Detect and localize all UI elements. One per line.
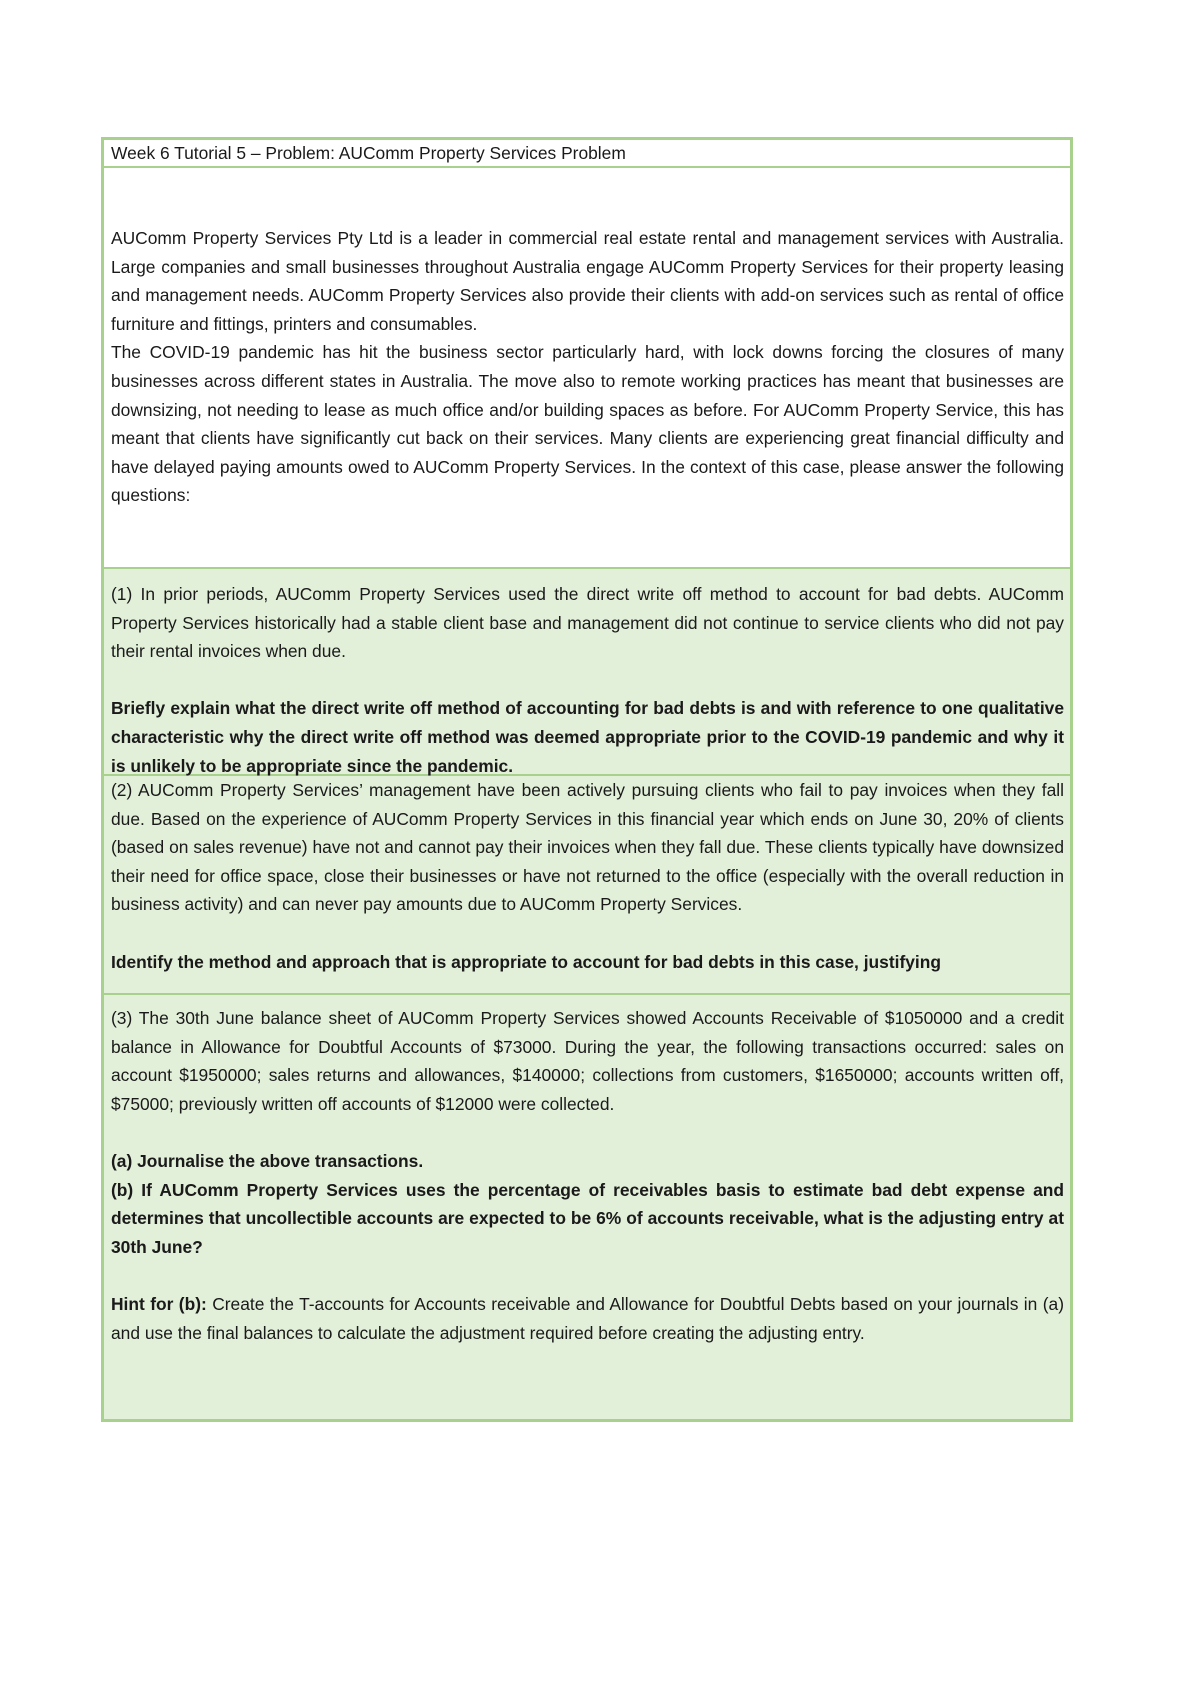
question-1-body: (1) In prior periods, AUComm Property Services used the direct write off method to account for bad debts. AUComm Property Services historically had a stable client base and management did not continue to service clients who did not pay their rental invoices when due. (111, 584, 1064, 662)
question-1-task: Briefly explain what the direct write off method of accounting for bad debts is and with reference to one qualitative characteristic why the direct write off method was deemed appropriate prior to the COVID-19 pandemic and why it is unlikely to be appropriate since the pandemic. (111, 698, 1064, 776)
intro-paragraph-2: The COVID-19 pandemic has hit the business sector particularly hard, with lock downs forcing the closures of many businesses across different states in Australia. The move also to remote working practices has meant that businesses are downsizing, not needing to lease as much office and/or building spaces as before. For AUComm Property Service, this has meant that clients have significantly cut back on their services. Many clients are experiencing great financial difficulty and have delayed paying amounts owed to AUComm Property Services. In the context of this case, please answer the following questions: (111, 342, 1064, 506)
tutorial-table (101, 137, 1073, 1422)
question-3-row (104, 995, 1070, 1419)
spacer (111, 1118, 1064, 1147)
question-1-row (104, 569, 1070, 776)
question-3-body: (3) The 30th June balance sheet of AUComm Property Services showed Accounts Receivable of $1050000 and a credit balance in Allowance for Doubtful Accounts of $73000. During the year, the following transactions occurred: sales on account $1950000; sales returns and allowances, $140000; collections from customers, $1650000; accounts written off, $75000; previously written off accounts of $12000 were collected. (111, 1008, 1064, 1114)
spacer (111, 919, 1064, 948)
hint-text: Create the T-accounts for Accounts receivable and Allowance for Doubtful Debts based on your journals in (a) and use the final balances to calculate the adjustment required before creating the adjusting entry. (111, 1293, 1064, 1343)
intro-paragraph-1: AUComm Property Services Pty Ltd is a leader in commercial real estate rental and management services with Australia. Large companies and small businesses throughout Australia engage AUComm Property Services for their property leasing and management needs. AUComm Property Services also provide their clients with add-on services such as rental of office furniture and fittings, printers and consumables. (111, 228, 1064, 334)
title-row (104, 140, 1070, 168)
question-2-row (104, 776, 1070, 995)
question-3-hint (111, 1290, 1064, 1347)
intro-row (104, 168, 1070, 569)
question-3-part-b: (b) If AUComm Property Services uses the percentage of receivables basis to estimate bad debt expense and determines that uncollectible accounts are expected to be 6% of accounts receivable, what is the adjusting entry at 30th June? (111, 1179, 1064, 1257)
hint-label: Hint for (b): (111, 1293, 207, 1314)
spacer (111, 666, 1064, 695)
question-2-task: Identify the method and approach that is appropriate to account for bad debts in this case, justifying (111, 951, 942, 972)
question-3-part-a: (a) Journalise the above transactions. (111, 1150, 424, 1171)
spacer (111, 1261, 1064, 1290)
question-2-body: (2) AUComm Property Services’ management have been actively pursuing clients who fail to pay invoices when they fall due. Based on the experience of AUComm Property Services in this financial year which ends on June 30, 20% of clients (based on sales revenue) have not and cannot pay their invoices when they fall due. These clients typically have downsized their need for office space, close their businesses or have not returned to the office (especially with the overall reduction in business activity) and can never pay amounts due to AUComm Property Services. (111, 780, 1064, 915)
document-title: Week 6 Tutorial 5 – Problem: AUComm Property Services Problem (111, 143, 626, 163)
